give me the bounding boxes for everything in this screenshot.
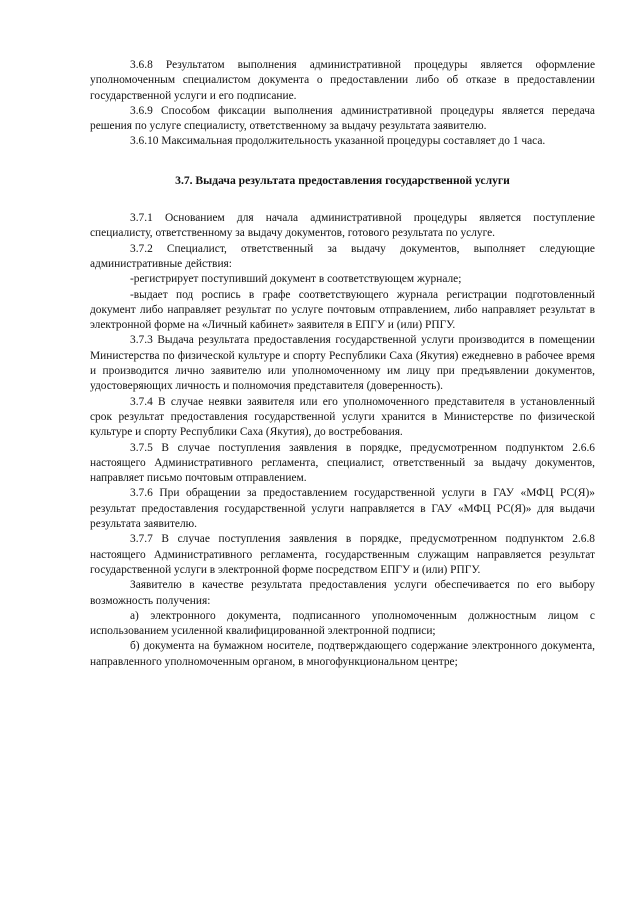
list-item-register: -регистрирует поступивший документ в соответствующем журнале; xyxy=(130,273,462,286)
paragraph-3-7-6: 3.7.6 При обращении за предоставлением государственной услуги в ГАУ «МФЦ РС(Я)» результат предоставления государственной услуги направляется в ГАУ «МФЦ РС(Я)» для выдачи результата заявителю. xyxy=(90,487,595,531)
paragraph-3-6-9: 3.6.9 Способом фиксации выполнения административной процедуры является передача решения по услуге специалисту, ответственному за выдачу результата заявителю. xyxy=(90,104,595,133)
document-body xyxy=(90,58,595,670)
list-item-issue: -выдает под роспись в графе соответствующего журнала регистрации подготовленный документ либо направляет результат по услуге почтовым отправлением, либо направляет результат в электронной форме на «Личный кабинет» заявителя в ЕПГУ и (или) РПГУ. xyxy=(90,288,595,332)
paragraph-3-6-10: 3.6.10 Максимальная продолжительность указанной процедуры составляет до 1 часа. xyxy=(130,135,546,148)
section-heading: 3.7. Выдача результата предоставления государственной услуги xyxy=(175,173,510,187)
paragraph-applicant-options: Заявителю в качестве результата предоставления услуги обеспечивается по его выбору возможность получения: xyxy=(90,579,595,607)
paragraph-3-7-2: 3.7.2 Специалист, ответственный за выдачу документов, выполняет следующие административные действия: xyxy=(90,242,595,270)
paragraph-3-7-5: 3.7.5 В случае поступления заявления в порядке, предусмотренном подпунктом 2.6.6 настоящего Административного регламента, специалист, ответственный за выдачу документов, направляет письмо почтовым отправлением. xyxy=(90,441,595,485)
list-item-b: б) документа на бумажном носителе, подтверждающего содержание электронного документа, направленного уполномоченным органом, в многофункциональном центре; xyxy=(90,640,595,668)
paragraph-3-6-8: 3.6.8 Результатом выполнения административной процедуры является оформление уполномоченным специалистом документа о предоставлении либо об отказе в предоставлении государственной услуги и его подписание. xyxy=(90,59,595,102)
paragraph-3-7-3: 3.7.3 Выдача результата предоставления государственной услуги производится в помещении Министерства по физической культуре и спорту Республики Саха (Якутия) ежедневно в рабочее время и производится лично заявителю или уполномоченному им лицу при предъявлении документов, удостоверяющих личность и полномочия представителя (доверенность). xyxy=(90,334,595,393)
list-item-a: а) электронного документа, подписанного уполномоченным должностным лицом с использованием усиленной квалифицированной электронной подписи; xyxy=(90,609,595,638)
paragraph-3-7-7: 3.7.7 В случае поступления заявления в порядке, предусмотренном подпунктом 2.6.8 настоящего Административного регламента, государственным служащим направляется результат государственной услуги в электронной форме посредством ЕПГУ и (или) РПГУ. xyxy=(90,533,595,576)
paragraph-3-7-1: 3.7.1 Основанием для начала административной процедуры является поступление специалисту, ответственному за выдачу документов, готового результата по услуге. xyxy=(90,212,595,240)
paragraph-3-7-4: 3.7.4 В случае неявки заявителя или его уполномоченного представителя в установленный срок результат предоставления государственной услуги хранится в Министерстве по физической культуре и спорту Республики Саха (Якутия), до востребования. xyxy=(90,395,595,439)
